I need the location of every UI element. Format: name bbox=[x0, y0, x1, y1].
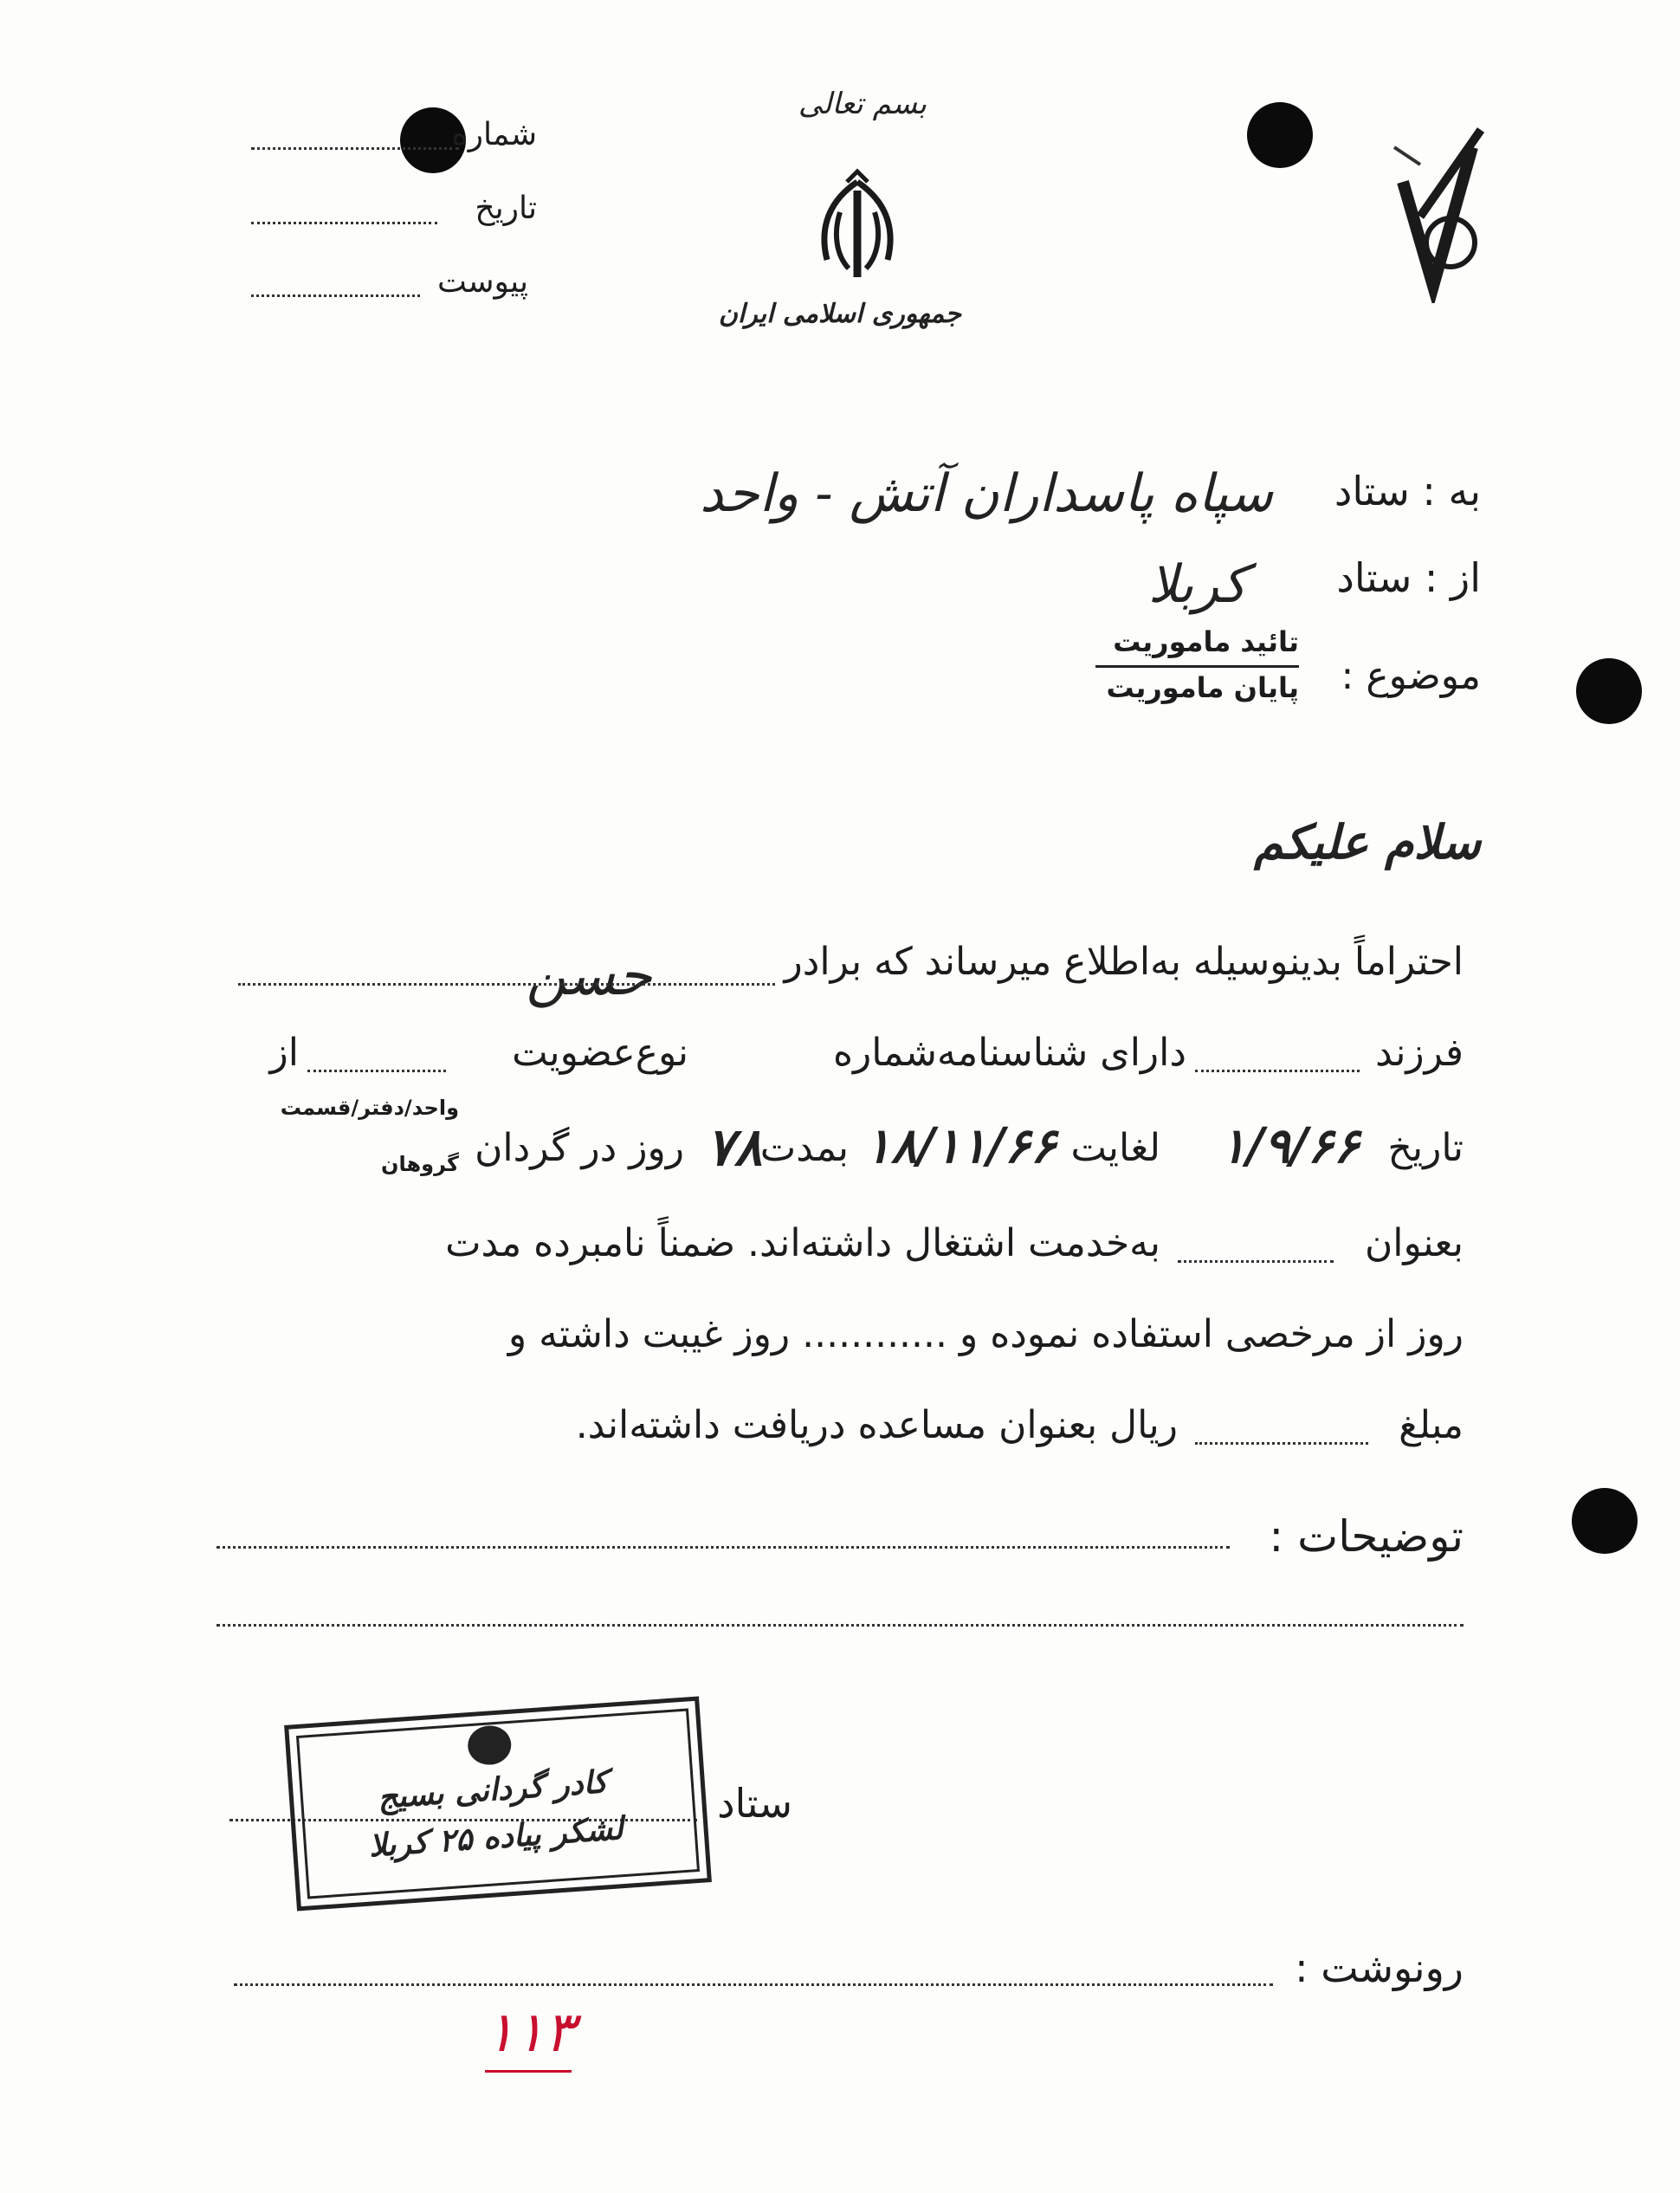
body-line4-as: بعنوان bbox=[1364, 1221, 1464, 1265]
staff-label: ستاد bbox=[717, 1780, 792, 1827]
body-line3-date: تاریخ bbox=[1387, 1126, 1464, 1170]
body-line5-text: روز از مرخصی استفاده نموده و ............ روز غیبت داشته و bbox=[507, 1312, 1464, 1356]
copy-dots bbox=[234, 1983, 1273, 1986]
membership-dots bbox=[307, 1070, 446, 1072]
emblem-caption: جمهوری اسلامی ایران bbox=[718, 299, 961, 329]
subject-divider bbox=[1095, 665, 1299, 668]
date-to: ۱۸/۱۱/۶۶ bbox=[864, 1117, 1056, 1174]
attachment-label: پیوست bbox=[437, 264, 528, 300]
unit-options-top: واحد/دفتر/قسمت bbox=[280, 1096, 459, 1120]
body-line2-from: از bbox=[269, 1031, 299, 1075]
number-label: شماره bbox=[451, 117, 537, 152]
greeting: سلام علیکم bbox=[1254, 814, 1481, 870]
days-count: ۷۸ bbox=[706, 1117, 762, 1178]
date-dots bbox=[251, 222, 437, 224]
to-value: سپاه پاسداران آتش - واحد bbox=[700, 463, 1273, 524]
body-line3-days: روز در گردان bbox=[475, 1126, 684, 1170]
body-line3-for: بمدت bbox=[759, 1126, 849, 1170]
body-line6-text: ریال بعنوان مساعده دریافت داشته‌اند. bbox=[575, 1403, 1178, 1447]
notes-dots-2 bbox=[216, 1624, 1464, 1627]
body-line2-membership: نوع‌عضویت bbox=[512, 1031, 688, 1075]
date-label: تاریخ bbox=[475, 191, 537, 226]
irgc-logo bbox=[1368, 113, 1498, 303]
body-line3-until: لغایت bbox=[1070, 1126, 1160, 1170]
subject-option-confirm: تائید ماموریت bbox=[1113, 625, 1299, 658]
amount-dots bbox=[1195, 1442, 1368, 1445]
to-label: به : ستاد bbox=[1334, 468, 1481, 514]
number-dots bbox=[251, 147, 459, 150]
role-dots bbox=[1178, 1260, 1334, 1263]
brother-name: حسن bbox=[526, 944, 652, 1008]
date-from: ۱/۹/۶۶ bbox=[1219, 1117, 1360, 1174]
body-line1-text: احتراماً بدینوسیله به‌اطلاع میرساند که برادر bbox=[784, 940, 1464, 984]
punch-hole bbox=[1247, 102, 1313, 168]
unit-options-bottom: گروهان bbox=[381, 1152, 459, 1176]
body-line6-amount: مبلغ bbox=[1399, 1403, 1464, 1447]
stamp-line2: لشکر پیاده ۲۵ کربلا bbox=[367, 1810, 624, 1865]
son-dots bbox=[1195, 1070, 1360, 1072]
punch-hole bbox=[1576, 658, 1642, 724]
subject-label: موضوع : bbox=[1341, 654, 1481, 698]
iran-emblem-logo bbox=[779, 165, 935, 303]
from-label: از : ستاد bbox=[1336, 554, 1481, 601]
name-dots bbox=[238, 983, 775, 986]
red-underline bbox=[485, 2070, 572, 2073]
punch-hole bbox=[1572, 1488, 1638, 1554]
body-line2-son: فرزند bbox=[1375, 1031, 1464, 1075]
copy-label: رونوشت : bbox=[1295, 1944, 1464, 1991]
attachment-dots bbox=[251, 294, 420, 297]
from-value: کربلا bbox=[1147, 554, 1247, 615]
basmala: بسم تعالی bbox=[798, 87, 927, 121]
unit-stamp bbox=[284, 1697, 712, 1912]
stamp-line1: کادر گردانی بسیج bbox=[376, 1763, 609, 1816]
subject-option-end: پایان ماموریت bbox=[1106, 671, 1299, 704]
notes-dots-1 bbox=[216, 1546, 1230, 1549]
body-line4-text: به‌خدمت اشتغال داشته‌اند. ضمناً نامبرده مدت bbox=[445, 1221, 1160, 1265]
red-archive-number: ۱۱۳ bbox=[485, 2001, 575, 2065]
notes-label: توضیحات : bbox=[1269, 1511, 1464, 1562]
body-line2-id: دارای شناسنامه‌شماره bbox=[833, 1031, 1186, 1075]
